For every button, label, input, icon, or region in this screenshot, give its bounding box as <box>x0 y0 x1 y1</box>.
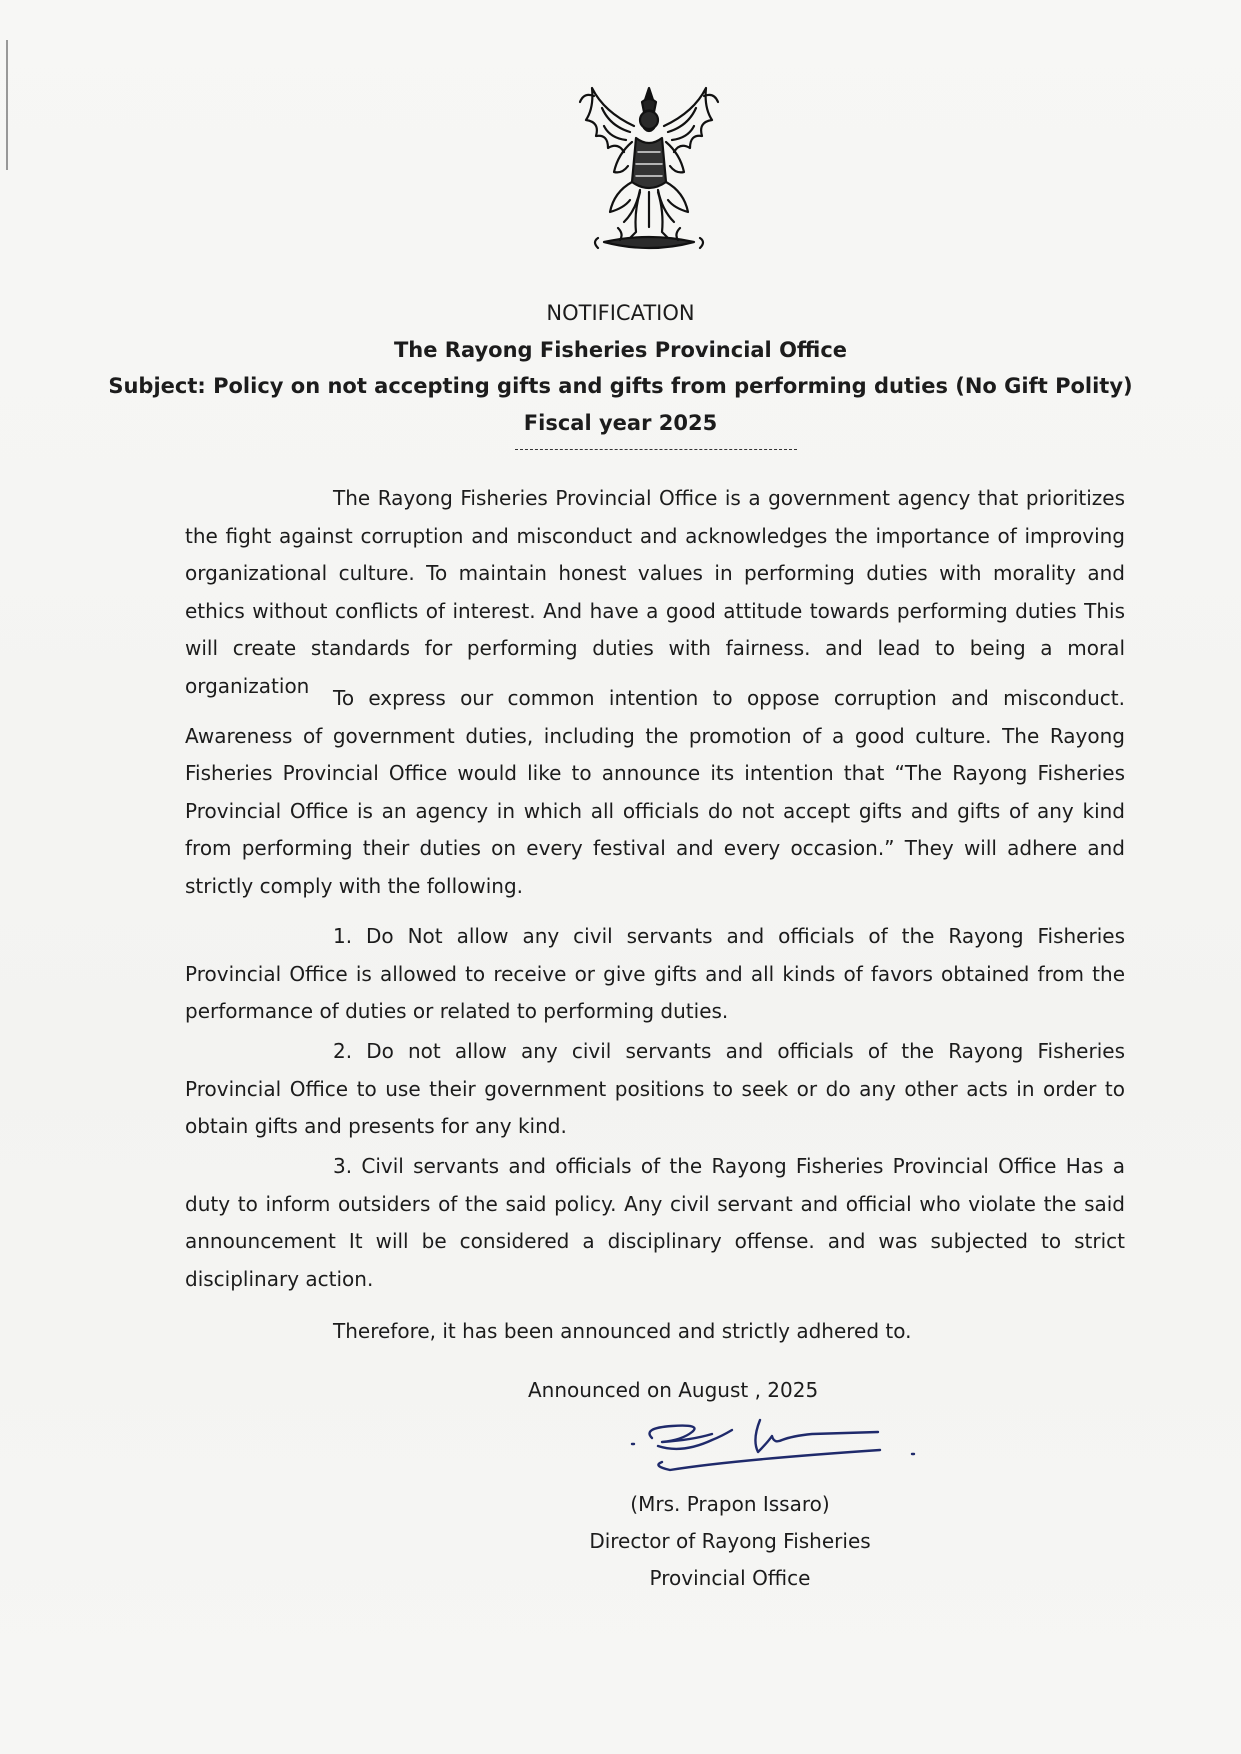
body-paragraph-1: The Rayong Fisheries Provincial Office is a government agency that prioritizes the fight against corruption and misconduct and acknowledges the importance of improving organizational culture. To maintain honest values in performing duties with morality and ethics without conflicts of interest. And have a good attitude towards performing duties This will create standards for performing duties with fairness. and lead to being a moral organization <box>185 486 1125 698</box>
closing-statement: Therefore, it has been announced and strictly adhered to. <box>333 1319 912 1343</box>
garuda-emblem-icon <box>574 82 724 257</box>
signatory-title-line-2: Provincial Office <box>649 1566 811 1590</box>
subject-heading: Subject: Policy on not accepting gifts and gifts from performing duties (No Gift Polity) <box>108 374 1133 398</box>
policy-item-3: 3. Civil servants and officials of the Rayong Fisheries Provincial Office Has a duty to inform outsiders of the said policy. Any civil servant and official who violate the said announcement It will be considered a disciplinary offense. and was subjected to strict disciplinary action. <box>185 1154 1125 1291</box>
office-heading: The Rayong Fisheries Provincial Office <box>393 338 848 362</box>
header-divider <box>515 449 797 450</box>
handwritten-signature <box>622 1410 922 1490</box>
policy-item-1: 1. Do Not allow any civil servants and officials of the Rayong Fisheries Provincial Office is allowed to receive or give gifts and all kinds of favors obtained from the performance of duties or related to performing duties. <box>185 924 1125 1023</box>
announced-date: Announced on August , 2025 <box>528 1378 819 1402</box>
scan-edge-mark <box>6 40 8 170</box>
signatory-title-line-1: Director of Rayong Fisheries <box>589 1529 871 1553</box>
policy-item-2: 2. Do not allow any civil servants and officials of the Rayong Fisheries Provincial Office to use their government positions to seek or do any other acts in order to obtain gifts and presents for any kind. <box>185 1039 1125 1138</box>
fiscal-year-heading: Fiscal year 2025 <box>523 411 718 435</box>
notification-heading: NOTIFICATION <box>546 301 695 325</box>
body-paragraph-2: To express our common intention to oppose corruption and misconduct. Awareness of government duties, including the promotion of a good culture. The Rayong Fisheries Provincial Office would like to announce its intention that “The Rayong Fisheries Provincial Office is an agency in which all officials do not accept gifts and gifts of any kind from performing their duties on every festival and every occasion.” They will adhere and strictly comply with the following. <box>185 686 1125 898</box>
signatory-name: (Mrs. Prapon Issaro) <box>630 1492 830 1516</box>
